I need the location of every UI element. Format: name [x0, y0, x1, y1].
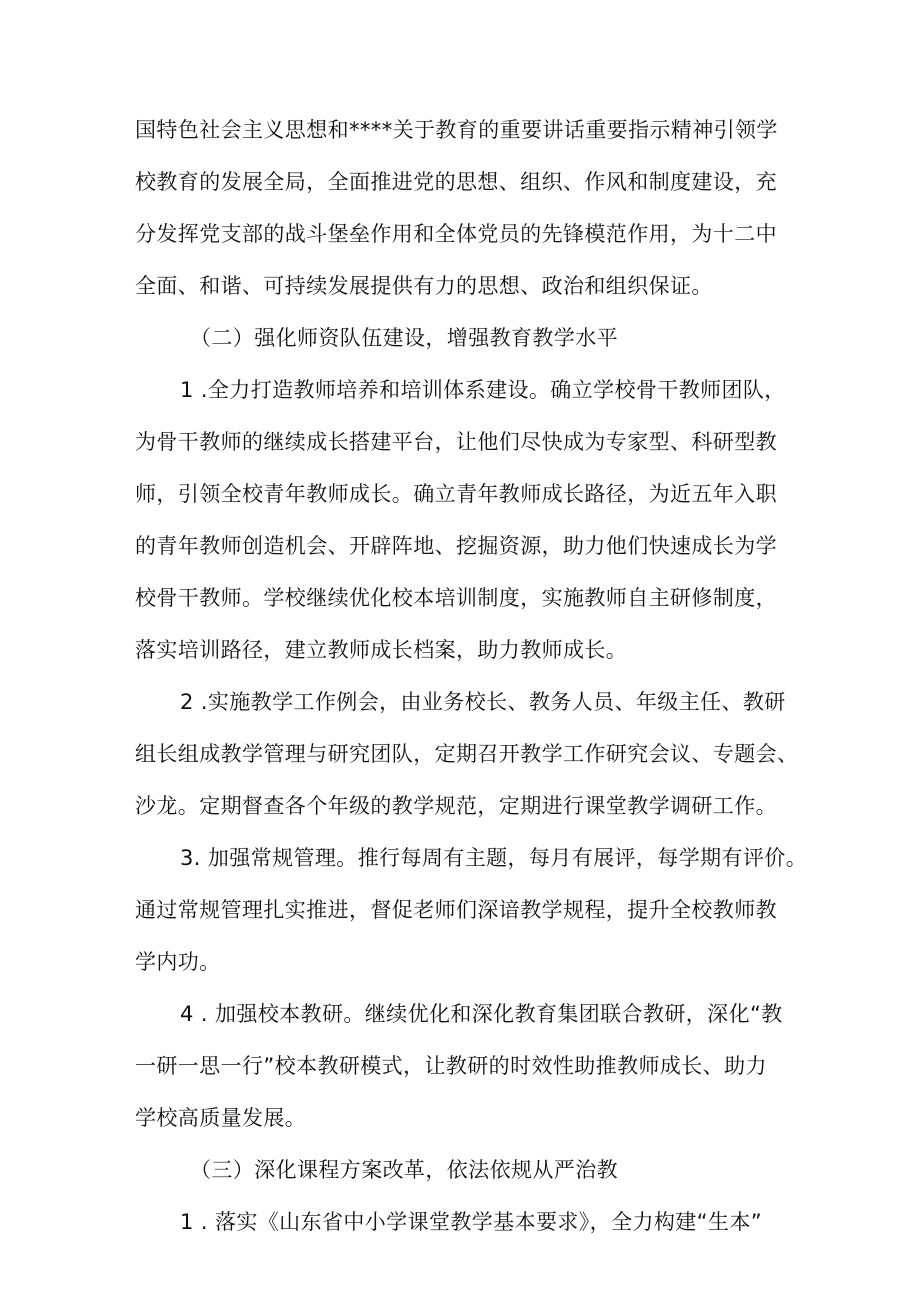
text-line: 为骨干教师的继续成长搭建平台，让他们尽快成为专家型、科研型教	[135, 430, 777, 454]
text-line: 4 . 加强校本教研。继续优化和深化教育集团联合教研，深化“教	[180, 1002, 783, 1026]
text-line: 组长组成教学管理与研究团队，定期召开教学工作研究会议、专题会、	[135, 742, 799, 766]
text-line: 一研一思一行”校本教研模式，让教研的时效性助推教师成长、助力	[135, 1054, 767, 1078]
text-line: 落实培训路径，建立教师成长档案，助力教师成长。	[135, 638, 628, 662]
text-line: 学校高质量发展。	[135, 1106, 307, 1130]
text-line: 沙龙。定期督查各个年级的教学规范，定期进行课堂教学调研工作。	[135, 794, 777, 818]
text-line: 的青年教师创造机会、开辟阵地、挖掘资源，助力他们快速成长为学	[135, 534, 777, 558]
text-line: 学内功。	[135, 950, 221, 974]
section-heading: （三）深化课程方案改革，依法依规从严治教	[190, 1158, 618, 1182]
text-line: 师，引领全校青年教师成长。确立青年教师成长路径，为近五年入职	[135, 482, 777, 506]
text-line: 全面、和谐、可持续发展提供有力的思想、政治和组织保证。	[135, 274, 713, 298]
text-line: 2 .实施教学工作例会，由业务校长、教务人员、年级主任、教研	[180, 690, 786, 714]
text-line: 分发挥党支部的战斗堡垒作用和全体党员的先锋模范作用，为十二中	[135, 222, 777, 246]
text-line: 1 . 落实《山东省中小学课堂教学基本要求》，全力构建“生本”	[180, 1210, 763, 1234]
text-line: 校教育的发展全局，全面推进党的思想、组织、作风和制度建设，充	[135, 170, 777, 194]
text-line: 校骨干教师。学校继续优化校本培训制度，实施教师自主研修制度，	[135, 586, 777, 610]
text-line: 国特色社会主义思想和****关于教育的重要讲话重要指示精神引领学	[135, 118, 778, 142]
text-line: 1 .全力打造教师培养和培训体系建设。确立学校骨干教师团队，	[180, 378, 786, 402]
section-heading: （二）强化师资队伍建设，增强教育教学水平	[190, 326, 618, 350]
text-line: 3. 加强常规管理。推行每周有主题，每月有展评，每学期有评价。	[180, 846, 808, 870]
text-line: 通过常规管理扎实推进，督促老师们深谙教学规程，提升全校教师教	[135, 898, 777, 922]
